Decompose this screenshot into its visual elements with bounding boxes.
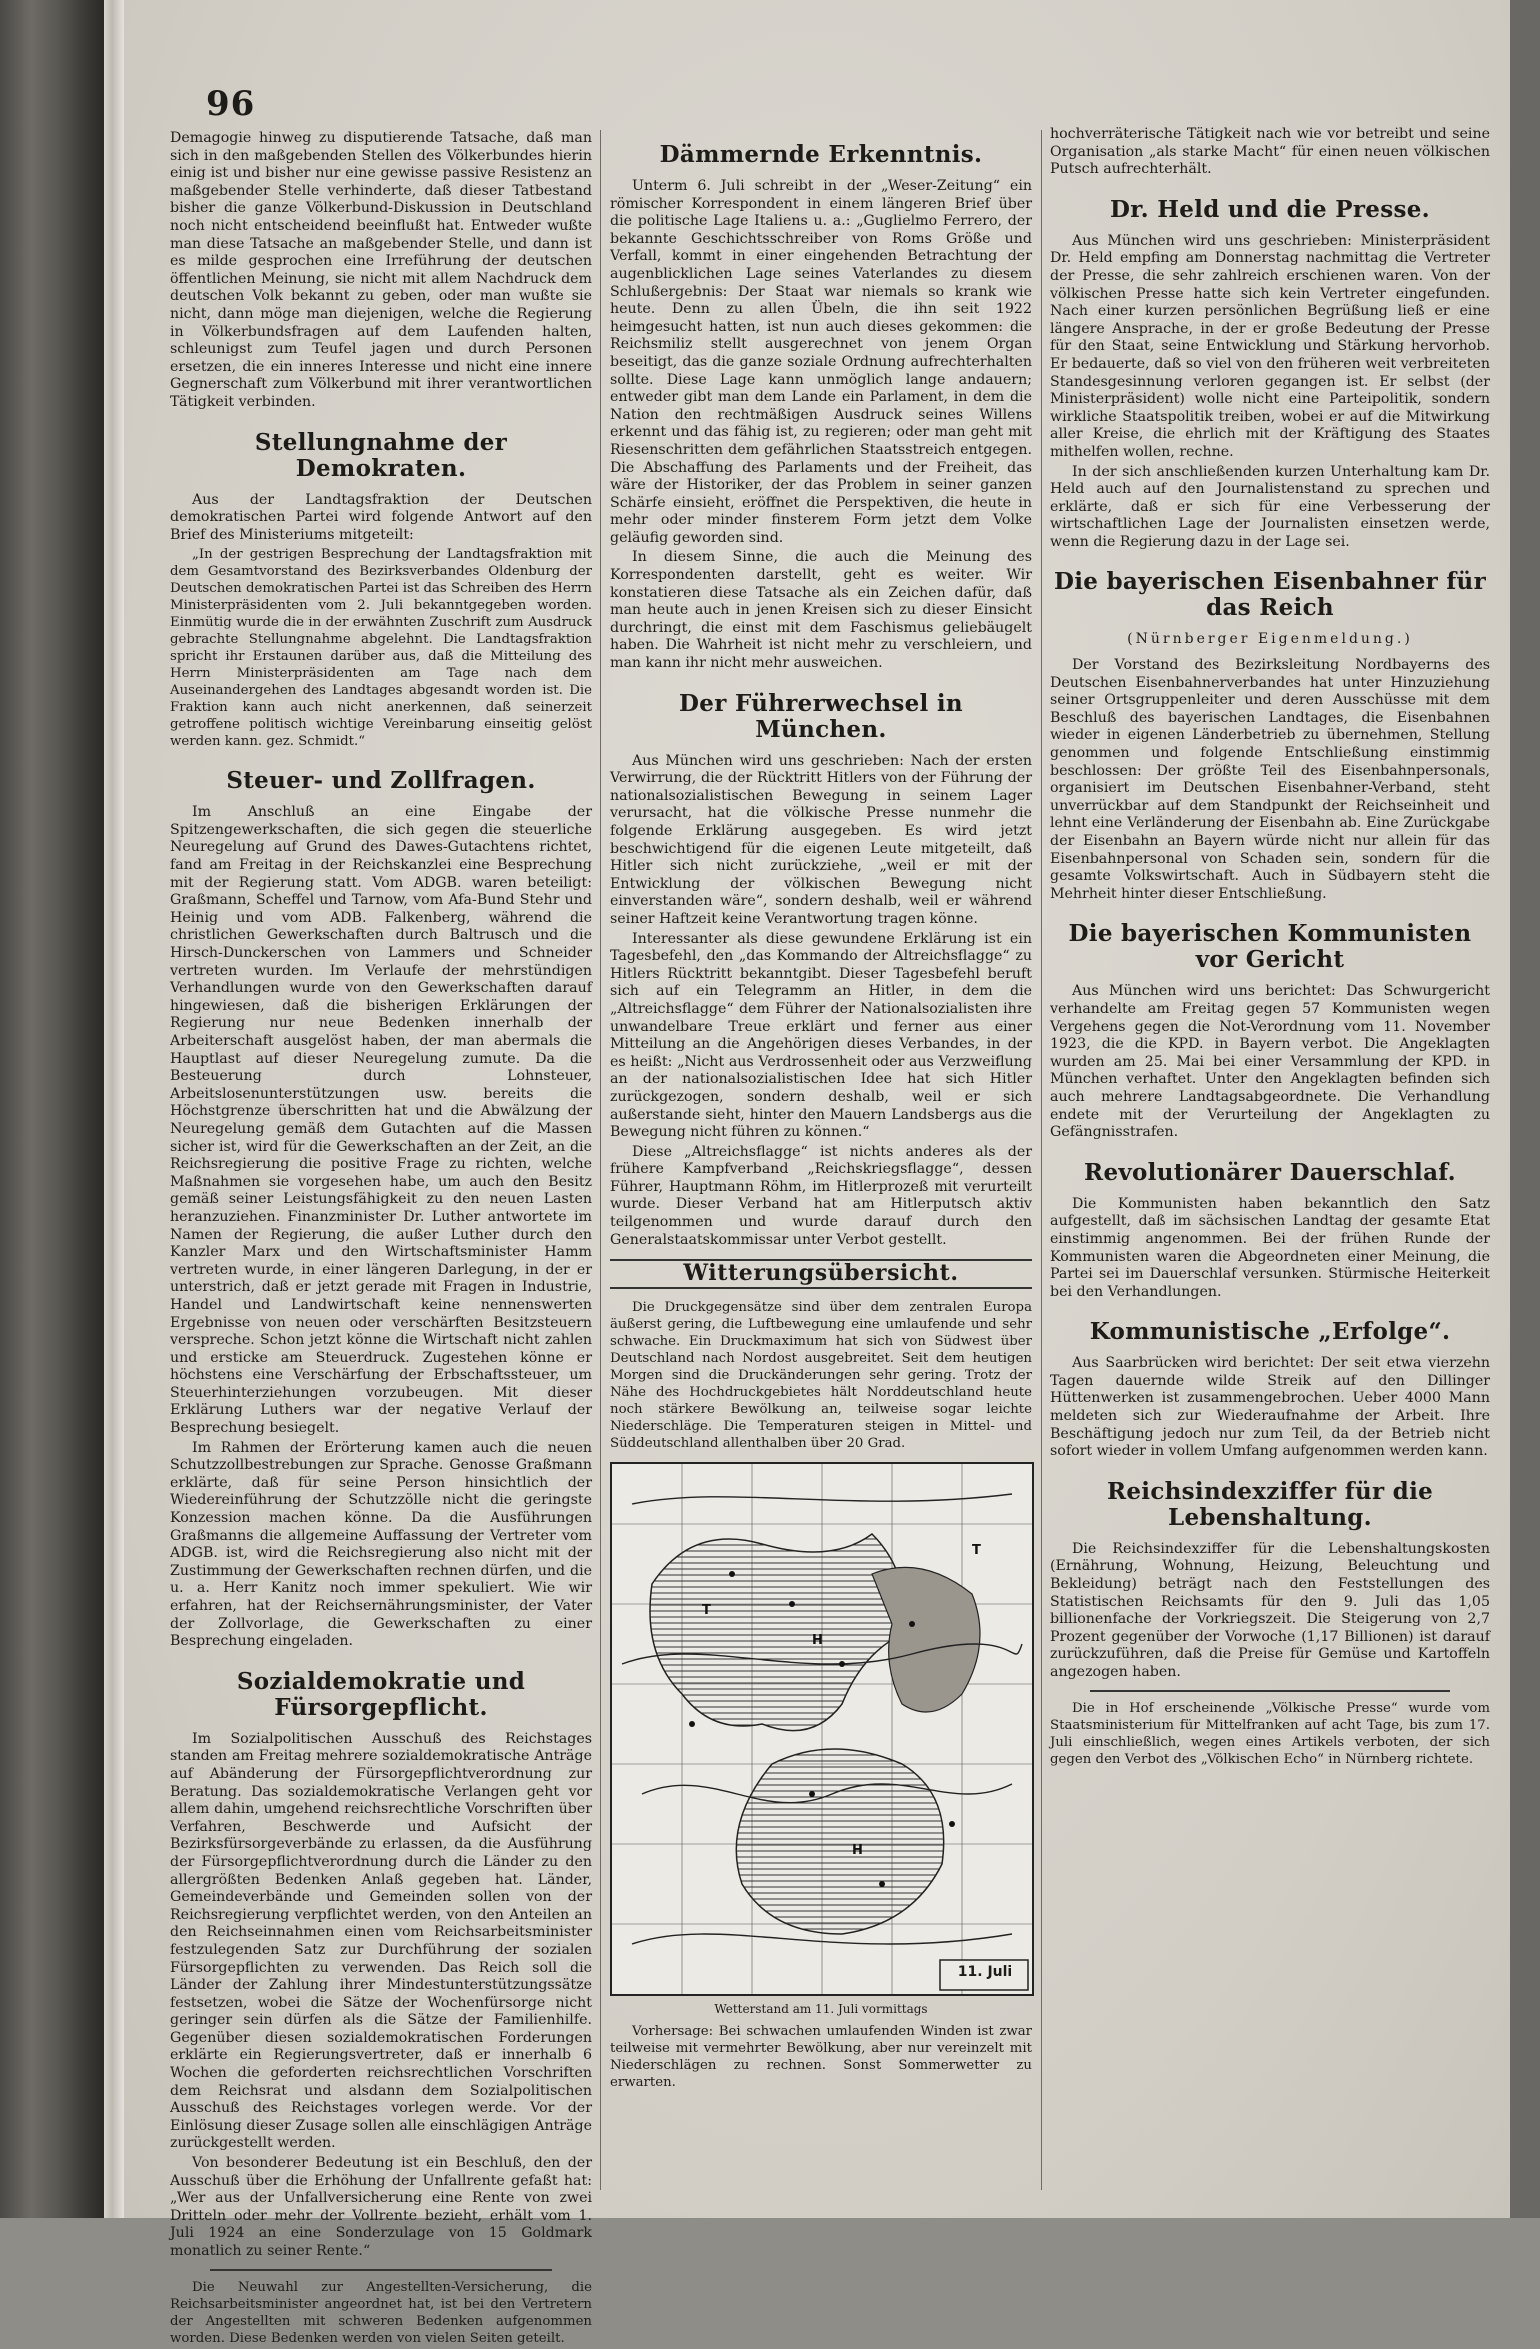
paragraph: Diese „Altreichsflagge“ ist nichts anderes als der frühere Kampfverband „Reichskriegsflagge“, dessen Führer, Hauptmann Röhm, im Hitlerprozeß mit verurteilt wurde. Dieser Verband hat am Hitlerputsch aktiv teilgenommen und wurde darauf durch den Generalstaatskommissar unter Verbot gestellt. [610,1143,1032,1248]
footnote: Die Neuwahl zur Angestellten-Versicherung, die Reichsarbeitsminister angeordnet hat, ist bei den Vertretern der Angestellten mit schweren Bedenken aufgenommen worden. Diese Bedenken werden von vielen Seiten geteilt. [170,2279,592,2346]
svg-text:T: T [972,1542,981,1558]
headline-steuer: Steuer- und Zollfragen. [226,767,536,795]
paragraph: Die Reichsindexziffer für die Lebenshaltungskosten (Ernährung, Wohnung, Heizung, Beleuchtung und Bekleidung) beträgt nach den Feststellungen des Statistischen Reichsamts für den 9. Juli das 1,05 billionenfache der Vorkriegszeit. Die Steigerung von 2,7 Prozent gegenüber der Vorwoche (1,17 Billionen) ist darauf zurückzuführen, daß die Preise für Gemüse und Kartoffeln angezogen haben. [1050,1540,1490,1680]
paragraph: Aus München wird uns geschrieben: Nach der ersten Verwirrung, die der Rücktritt Hitlers von der Führung der nationalsozialistischen Bewegung in seinem Lager verursacht, hat die völkische Presse nunmehr die folgende Erklärung ausgegeben. Es wird jetzt beschwichtigend für die eigenen Leute mitgeteilt, daß Hitler sich nicht zurückziehe, „weil er mit der Entwicklung der völkischen Bewegung nicht einverstanden wäre“, sondern deshalb, weil er während seiner Haftzeit keine Verantwortung tragen könne. [610,752,1032,927]
article-continuation: Demagogie hinweg zu disputierende Tatsache, daß man sich in den maßgebenden Stellen des Völkerbundes hierin einig ist und bisher nur eine gewisse passive Resistenz an maßgebender Stelle verhinderte, daß dieser Tatbestand bisher die ganze Völkerbund-Diskussion in Deutschland noch nicht entscheidend beeinflußt hat. Entweder wußte man diese Tatsache an maßgebender Stelle, und dann ist es milde gesprochen eine Irreführung der deutschen öffentlichen Meinung, sie nicht mit allem Nachdruck dem deutschen Volk bekannt zu geben, oder man wußte sie nicht, dann möge man diejenigen, welche die Regierung in Völkerbundsfragen auf dem Laufenden halten, schleunigst zum Teufel jagen und durch Personen ersetzen, die ein inneres Interesse und nicht eine innere Gegnerschaft zum Völkerbund mit ihrer verantwortlichen Tätigkeit verbinden. [170,130,592,410]
svg-text:T: T [702,1602,711,1618]
headline-erkenntnis: Dämmernde Erkenntnis. [659,141,983,168]
paragraph: Unterm 6. Juli schreibt in der „Weser-Zeitung“ ein römischer Korrespondent in einem längeren Brief über die politische Lage Italiens u. a.: „Guglielmo Ferrero, der bekannte Geschichtsschreiber von Roms Größe und Verfall, kommt in einer eingehenden Betrachtung der augenblicklichen Lage seines Vaterlandes zu diesem Schlußergebnis: Der Staat war niemals so krank wie heute. Denn zu allen Übeln, die ihn seit 1922 heimgesucht hatten, ist nun auch dieses gekommen: die Reichsmiliz stellt ausgerechnet von jenem Organ beseitigt, das die ganze soziale Ordnung aufrechterhalten sollte. Diese Lage kann unmöglich lange andauern; entweder gibt man dem Lande ein Parlament, in dem die Nation den rechtmäßigen Ausdruck seines Willens erkennt und das fähig ist, zu regieren; oder man geht mit Riesenschritten dem gefährlichen Staatsstreich entgegen. Die Abschaffung des Parlaments und der Freiheit, das wäre der Historiker, der das Problem in seiner ganzen Schärfe einsieht, eröffnet die Perspektiven, die heute in mehr oder minder finsterem Form jetzt dem Volke geläufig geworden sind. [610,178,1032,546]
paragraph: Die Kommunisten haben bekanntlich den Satz aufgestellt, daß im sächsischen Landtag der gesamte Etat einstimmig angenommen. Bei der frühen Runde der Kommunisten waren die Abgeordneten einer Meinung, die Partei sei im Dauerschlaf versunken. Stürmische Heiterkeit bei den Verhandlungen. [1050,1195,1490,1300]
headline-dauerschlaf: Revolutionärer Dauerschlaf. [1084,1158,1456,1186]
paragraph: Aus München wird uns berichtet: Das Schwurgericht verhandelte am Freitag gegen 57 Kommunisten wegen Vergehens gegen die Not-Verordnung vom 11. November 1923, die die KPD. in Bayern verbot. Die Angeklagten wurden am 25. Mai bei einer Versammlung der KPD. in München verhaftet. Unter den Angeklagten befinden sich auch mehrere Landtagsabgeordnete. Die Verhandlung endete mit der Verurteilung der Angeklagten zu Gefängnisstrafen. [1050,983,1490,1141]
footnote: Die in Hof erscheinende „Völkische Presse“ wurde vom Staatsministerium für Mittelfranken auf acht Tage, bis zum 17. Juli einschließlich, wegen eines Artikels verboten, der sich gegen den Verbot des „Völkischen Echo“ in Nürnberg richtete. [1050,1700,1490,1767]
paragraph: Im Rahmen der Erörterung kamen auch die neuen Schutzzollbestrebungen zur Sprache. Genosse Graßmann erklärte, daß für seine Person hinsichtlich der Wiedereinführung der Schutzzölle nicht die geringste Konzession machen könne. Da die Ausführungen Graßmanns die allgemeine Auffassung der Vertreter vom ADGB. ist, wird die Reichsregierung also nicht mit der Zustimmung der Gewerkschaften rechnen dürfen, und die u. a. Herr Kanitz noch immer spekuliert. Wie wir erfahren, hat der Reichsernährungsminister, der Vater der Zollvorlage, die Gewerkschaften zu einer Besprechung eingeladen. [170,1439,592,1650]
subheadline-eigenmeldung: (Nürnberger Eigenmeldung.) [1127,631,1413,648]
quote-paragraph: „In der gestrigen Besprechung der Landtagsfraktion mit dem Gesamtvorstand des Bezirksverbandes Oldenburg der Deutschen demokratischen Partei ist das Schreiben des Herrn Ministerpräsidenten vom 2. Juli bekanntgegeben worden. Einmütig wurde die in der erwähnten Zuschrift zum Ausdruck gebrachte Stellungnahme abgelehnt. Die Landtagsfraktion spricht ihr Erstaunen darüber aus, daß die Mitteilung des Herrn Ministerpräsidenten am Tage nach dem Auseinandergehen des Landtages abgesandt worden ist. Die Fraktion kann auch nicht anerkennen, daß seinerzeit getroffene politisch wichtige Vereinbarung einseitig gelöst werden kann. gez. Schmidt.“ [170,547,592,750]
headline-reichsindex: Reichsindexziffer für die Lebenshaltung. [1106,1477,1434,1531]
weather-paragraph: Die Druckgegensätze sind über dem zentralen Europa äußerst gering, die Luftbewegung eine umlaufende und sehr schwache. Ein Druckmaximum hat sich von Südwest über Deutschland nach Nordost ausgebreitet. Seit dem heutigen Morgen sind die Druckänderungen sehr gering. Trotz der Nähe des Hochdruckgebietes hält Norddeutschland heute noch stärkere Bewölkung an, teilweise sogar leichte Niederschläge. Die Temperaturen steigen in Mittel- und Süddeutschland allenthalben über 20 Grad. [610,1299,1032,1451]
weather-map-image [612,1464,1032,1994]
column-rule-1 [600,130,601,2190]
weather-map-date: 11. Juli [957,1963,1013,1980]
headline-kommunisten-gericht: Die bayerischen Kommunisten vor Gericht [1068,920,1472,974]
headline-erfolge: Kommunistische „Erfolge“. [1089,1318,1451,1346]
weather-map-legend: Wetterstand am 11. Juli vormittags [714,2001,928,2016]
paragraph: In diesem Sinne, die auch die Meinung des Korrespondenten darstellt, geht es weiter. Wir konstatieren diese Tatsache als ein Zeichen dafür, daß man heute auch in jenen Kreisen sich zu dieser Einsicht durchringt, die einst mit dem Faschismus geliebäugelt haben. Die Wahrheit ist nicht mehr zu verschleiern, und man kann ihr nicht mehr ausweichen. [610,549,1032,672]
column-rule-2 [1041,130,1042,2190]
article-continuation: hochverräterische Tätigkeit nach wie vor betreibt und seine Organisation „als starke Macht“ für einen neuen völkischen Putsch aufrechterhält. [1050,126,1490,178]
section-divider [210,2269,552,2271]
paragraph: Im Anschluß an eine Eingabe der Spitzengewerkschaften, die sich gegen die steuerliche Neuregelung auf Grund des Dawes-Gutachtens richtet, fand am Freitag in der Reichskanzlei eine Besprechung mit der Regierung statt. Vom ADGB. waren beteiligt: Graßmann, Scheffel und Tarnow, vom Afa-Bund Stehr und Heinig und vom ADB. Falkenberg, während die christlichen Gewerkschaften durch Baltrusch und die Hirsch-Dunckerschen von Lammers und Schneider vertreten wurden. Im Verlaufe der mehrstündigen Verhandlungen wurde von den Gewerkschaften darauf hingewiesen, daß die bisherigen Erklärungen der Regierung nur neue Bedenken innerhalb der Arbeiterschaft ausgelöst haben, der man abermals die Hauptlast auf dieser Neuregelung zumute. Da die Besteuerung durch Lohnsteuer, Arbeitslosenunterstützungen usw. bereits die Höchstgrenze überschritten hat und die Abwälzung der Neuregelung gemäß dem Gutachten auf die Massen sicher ist, wird für die Gewerkschaften an der Zeit, an die Reichsregierung die positive Frage zu richten, welche Maßnahmen sie vorgesehen habe, um auch den Besitz gemäß seiner Leistungsfähigkeit zu den neuen Lasten heranzuziehen. Finanzminister Dr. Luther antwortete im Namen der Regierung, die außer Luther durch den Kanzler Marx und den Wirtschaftsminister Hamm vertreten wurde, in einer längeren Darlegung, in der er unterstrich, daß er jetzt gerade mit Fragen in Industrie, Handel und Landwirtschaft keine nennenswerten Ergebnisse von neuen oder verschärften Besitzsteuern verspreche. Schon jetzt könne die Wirtschaft nicht zahlen und ersticke am Steuerdruck. Zugestehen könne er höchstens eine Verschärfung der Erbschaftssteuer, um Steuerhinterziehungen vorzubeugen. Mit dieser Erklärung Luthers war der negative Verlauf der Besprechung besiegelt. [170,804,592,1437]
paragraph: In der sich anschließenden kurzen Unterhaltung kam Dr. Held auch auf den Journalistenstand zu sprechen und erklärte, daß er sich für eine Verbesserung der wirtschaftlichen Lage der Journalisten einsetzen werde, wenn die Regierung dazu in der Lage sei. [1050,463,1490,550]
paragraph: Aus München wird uns geschrieben: Ministerpräsident Dr. Held empfing am Donnerstag nachmittag die Vertreter der Presse, die sehr zahlreich erschienen waren. Von der völkischen Presse hatte sich kein Vertreter eingefunden. Nach einer kurzen persönlichen Begrüßung ließ er eine längere Ansprache, in der er große Bedeutung der Presse für den Staat, seine Entwicklung und Stärkung hervorhob. Er bedauerte, daß so viel von den früheren weit verbreiteten Standesgesinnung verloren gegangen ist. Er selbst (der Ministerpräsident) wolle nicht eine Parteipolitik, sondern wirkliche Staatspolitik treiben, wobei er auf die Mitwirkung aller Kreise, die ehrlich mit der Kräftigung des Staates mithelfen wollen, rechne. [1050,232,1490,460]
column-3 [1050,126,1490,1770]
paragraph: Interessanter als diese gewundene Erklärung ist ein Tagesbefehl, den „das Kommando der Altreichsflagge“ zu Hitlers Rücktritt bekanntgibt. Dieser Tagesbefehl beruft sich auf ein Telegramm an Hitler, in dem die „Altreichsflagge“ dem Führer der Nationalsozialisten ihre unwandelbare Treue erklärt und ferner aus einer Mitteilung an die Angehörigen dieses Verbandes, in der es heißt: „Nicht aus Verdrossenheit oder aus Verzweiflung an der nationalsozialistischen Idee hat sich Hitler zurückgezogen, sondern deshalb, weil er sich außerstande sieht, hinter den Mauern Landsbergs aus die Bewegung nicht führen zu können.“ [610,930,1032,1141]
headline-demokraten: Stellungnahme der Demokraten. [254,428,508,482]
book-binding [0,0,104,2218]
column-2 [610,142,1032,2093]
weather-map [610,1462,1034,1996]
headline-held-presse: Dr. Held und die Presse. [1110,195,1430,223]
scan-border [1510,0,1540,2218]
column-1 [170,130,592,2349]
weather-forecast: Vorhersage: Bei schwachen umlaufenden Winden ist zwar teilweise mit vermehrter Bewölkung, aber nur vereinzelt mit Niederschlägen zu rechnen. Sonst Sommerwetter zu erwarten. [610,2023,1032,2090]
paragraph: Der Vorstand des Bezirksleitung Nordbayerns des Deutschen Eisenbahnerverbandes hat unter Hinzuziehung seiner Ortsgruppenleiter und deren Ausschüsse mit dem Beschluß des bayerischen Landtages, die Eisenbahnen wieder in eigenen Länderbetrieb zu übernehmen, Stellung genommen und folgende Entschließung einstimmig beschlossen: Der größte Teil des Eisenbahnpersonals, organisiert im Deutschen Eisenbahner-Verband, steht unverrückbar auf dem Standpunkt der Reichseinheit und lehnt eine Verländerung der Eisenbahn ab. Eine Zurückgabe der Eisenbahn an Bayern würde nicht nur allein für das Eisenbahnpersonal von Schaden sein, sondern für die gesamte Volkswirtschaft. Auch in Südbayern steht die Mehrheit hinter dieser Entschließung. [1050,657,1490,902]
page-stack-edge [104,0,124,2218]
paragraph: Aus Saarbrücken wird berichtet: Der seit etwa vierzehn Tagen dauernde wilde Streik auf den Dillinger Hüttenwerken ist zusammengebrochen. Ueber 4000 Mann meldeten sich zur Wiederaufnahme der Arbeit. Ihre Beschäftigung jedoch nur zum Teil, da der Betrieb nicht sofort wieder in vollem Umfang aufgenommen werden kann. [1050,1355,1490,1460]
svg-text:H: H [852,1842,863,1858]
paragraph: Von besonderer Bedeutung ist ein Beschluß, den der Ausschuß über die Erhöhung der Unfallrente gefaßt hat: „Wer aus der Unfallversicherung eine Rente von zwei Dritteln oder mehr der Vollrente bezieht, erhält vom 1. Juli 1924 an eine Sonderzulage von 15 Goldmark monatlich zu seiner Rente.“ [170,2155,592,2259]
page-number: 96 [206,84,256,124]
headline-sozialdemokratie: Sozialdemokratie und Fürsorgepflicht. [236,1667,526,1721]
paragraph: Aus der Landtagsfraktion der Deutschen demokratischen Partei wird folgende Antwort auf den Brief des Ministeriums mitgeteilt: [170,491,592,543]
section-divider [1090,1690,1450,1692]
paragraph: Im Sozialpolitischen Ausschuß des Reichstages standen am Freitag mehrere sozialdemokratische Anträge auf Abänderung der Fürsorgepflichtverordnung zur Beratung. Das sozialdemokratische Verlangen geht vor allem dahin, umgehend reichsrechtliche Vorschriften über Verfahren, Beschwerde und Aufsicht der Bezirksfürsorgeverbände zu erlassen, da die Ausführung der Fürsorgepflichtverordnung durch die Länder zu den allergrößten Bedenken Anlaß gegeben hat. Länder, Gemeindeverbände und Gemeinden sollen von der Reichsregierung verpflichtet werden, von den Anteilen an den Reichseinnahmen einen vom Reichsarbeitsminister festzulegenden Satz zur Durchführung der sozialen Fürsorgepflichten zu verwenden. Das Reich soll die Länder der Zahlung ihrer Mindestunterstützungssätze festsetzen, wobei die Sätze der Wochenfürsorge nicht geringer sein dürfen als die Sätze der Familienhilfe. Gegenüber diesen sozialdemokratischen Forderungen erklärte ein Regierungsvertreter, daß er innerhalb 6 Wochen die geforderten reichsrechtlichen Vorschriften dem Reichsrat und alsdann dem Sozialpolitischen Ausschuß des Reichstages vorlegen werde. Vor der Einlösung dieser Zusage sollen alle einschlägigen Anträge zurückgestellt werden. [170,1730,592,2152]
headline-witterung: Witterungsübersicht. [610,1259,1032,1289]
headline-fuehrerwechsel: Der Führerwechsel in München. [679,689,963,743]
svg-text:H: H [812,1632,823,1648]
headline-eisenbahner: Die bayerischen Eisenbahner für das Reich [1054,568,1486,622]
